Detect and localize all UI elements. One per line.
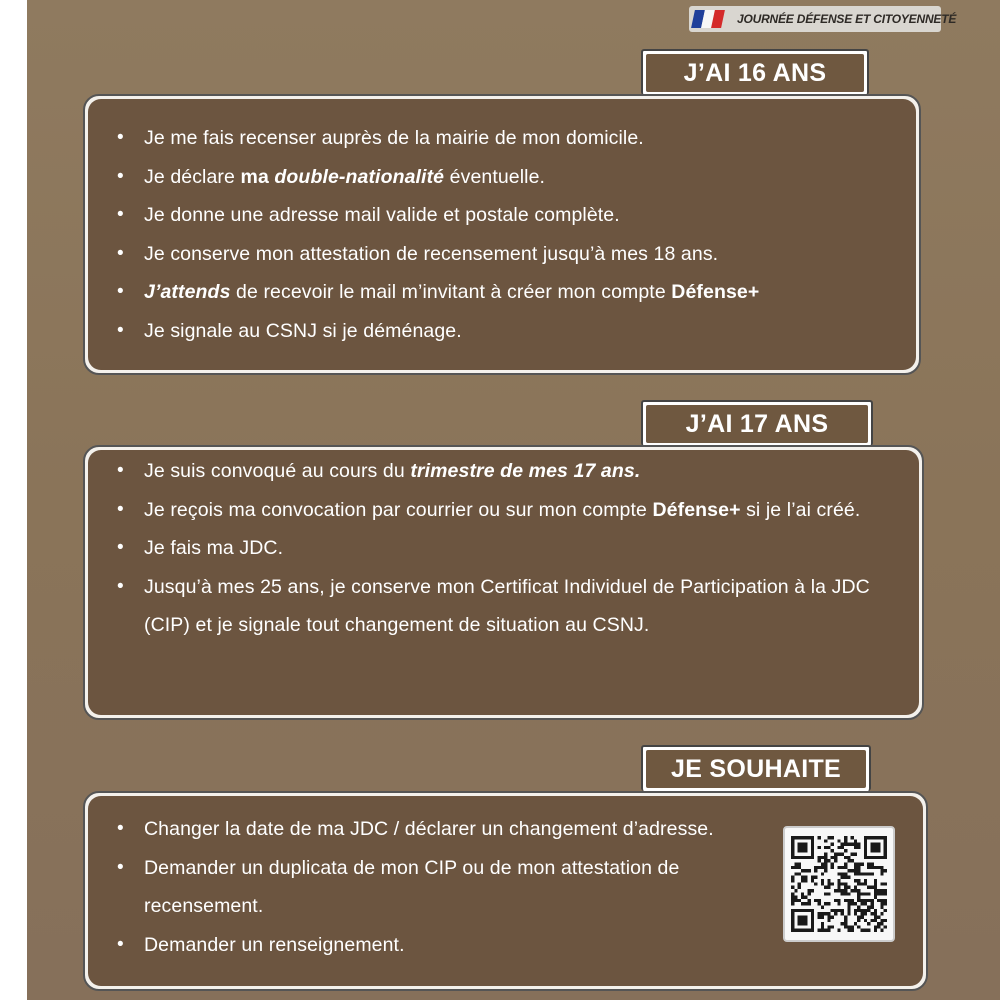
poster-background: [27, 0, 1000, 1000]
list-item-text: éventuelle.: [444, 165, 546, 188]
section-panel-16-ans: [83, 94, 921, 375]
list-item: [113, 491, 897, 530]
jdc-header-badge: [689, 6, 957, 32]
list-item: [113, 235, 904, 274]
jdc-badge-text: JOURNÉE DÉFENSE ET CITOYENNETÉ: [737, 12, 957, 26]
list-item: [113, 452, 897, 491]
section-panel-je-souhaite: [83, 791, 928, 991]
list-item: [113, 529, 897, 568]
list-item: [113, 926, 748, 965]
section-title: J’AI 16 ANS: [646, 54, 864, 92]
list-item: [113, 810, 748, 849]
section-title: JE SOUHAITE: [646, 750, 866, 788]
list-item-text: Je déclare: [144, 165, 241, 188]
list-item-text: si je l’ai créé.: [740, 498, 861, 521]
section-tab-16-ans: [641, 49, 869, 95]
section-tab-je-souhaite: [641, 745, 871, 791]
list-item: [113, 312, 904, 351]
list-item-text: Jusqu’à mes 25 ans, je conserve mon Certificat Individuel de Participation à la JDC (CIP) et je signale tout changement de situation au CSNJ.: [144, 575, 870, 636]
list-item-text: Demander un duplicata de mon CIP ou de mon attestation de recensement.: [144, 856, 680, 917]
section-title: J’AI 17 ANS: [646, 405, 868, 443]
badge-divider: [727, 9, 731, 29]
list-item-text: double-nationalité: [274, 165, 445, 188]
qr-code-icon[interactable]: [783, 826, 895, 942]
list-item: [113, 158, 904, 197]
list-item: [113, 849, 748, 926]
list-item-text: Je donne une adresse mail valide et postale complète.: [144, 204, 620, 226]
section-tab-17-ans: [641, 400, 873, 446]
section-list: [113, 119, 904, 350]
section-panel-17-ans: [83, 445, 924, 720]
list-item-text: de recevoir le mail m’invitant à créer mon compte: [230, 281, 672, 303]
list-item-text: Je conserve mon attestation de recensement jusqu’à mes 18 ans.: [144, 242, 719, 265]
list-item-text: ma: [240, 165, 275, 188]
list-item-text: Je suis convoqué au cours du: [144, 460, 411, 482]
list-item: [113, 196, 904, 235]
french-flag-icon: [693, 10, 723, 28]
list-item: [113, 273, 904, 312]
list-item-text: Défense+: [671, 281, 760, 303]
list-item-text: J’attends: [144, 281, 231, 303]
list-item-text: Je reçois ma convocation par courrier ou sur mon compte: [144, 498, 653, 521]
list-item-text: Changer la date de ma JDC / déclarer un changement d’adresse.: [144, 818, 714, 840]
list-item-text: Je me fais recenser auprès de la mairie de mon domicile.: [144, 127, 644, 149]
list-item-text: trimestre de mes 17 ans.: [410, 460, 641, 482]
section-list: [113, 452, 897, 645]
list-item-text: Demander un renseignement.: [144, 933, 405, 956]
list-item-text: Défense+: [652, 498, 741, 521]
list-item: [113, 119, 904, 158]
list-item-text: Je fais ma JDC.: [144, 537, 284, 559]
list-item-text: Je signale au CSNJ si je déménage.: [144, 319, 462, 342]
section-list: [113, 810, 748, 964]
list-item: [113, 568, 897, 645]
